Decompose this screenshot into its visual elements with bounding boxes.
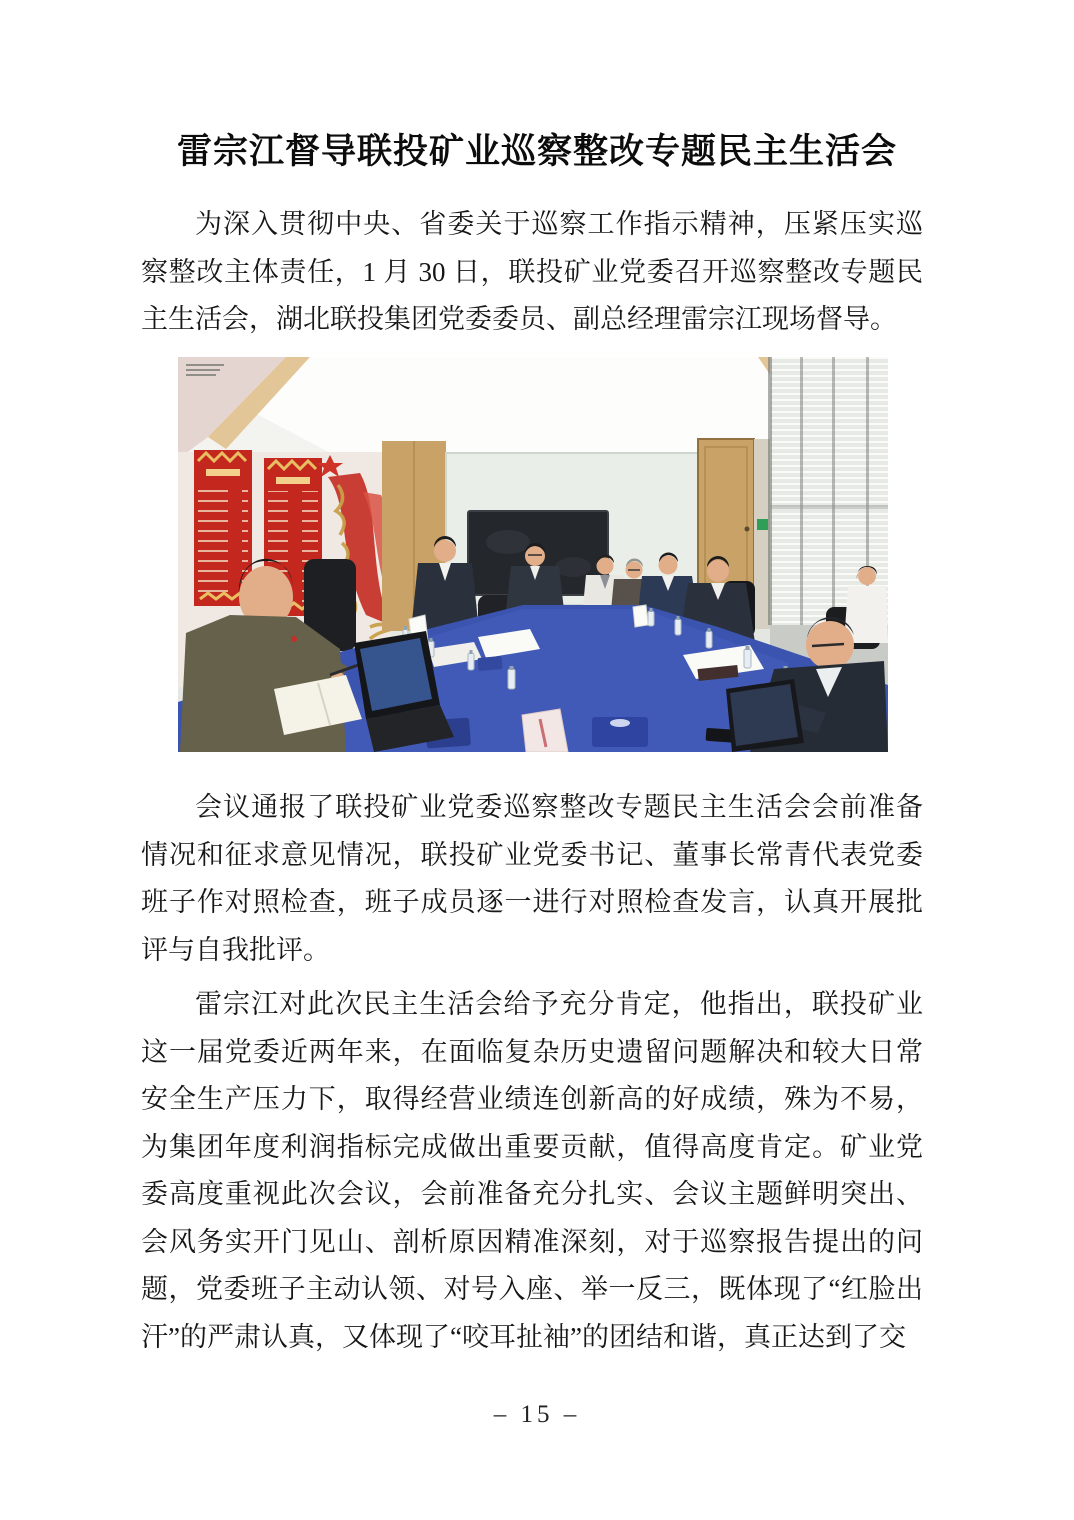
door-handle	[745, 527, 750, 532]
meeting-photo-illustration	[178, 357, 888, 752]
name-card-foreground	[522, 709, 568, 752]
page-number: – 15 –	[493, 1401, 581, 1428]
wall-strip	[754, 439, 770, 629]
party-badge	[291, 636, 297, 642]
document-title: 雷宗江督导联投矿业巡察整改专题民主生活会	[176, 132, 897, 171]
paragraph-intro: 为深入贯彻中央、省委关于巡察工作指示精神，压紧压实巡察整改主体责任，1 月 30 日，联投矿业党委召开巡察整改专题民主生活会，湖北联投集团党委委员、副总经理雷宗江现场督导。	[141, 209, 923, 334]
laptop-right	[726, 679, 804, 752]
exit-sign	[757, 519, 768, 530]
paragraph-leizongjiang-remarks: 雷宗江对此次民主生活会给予充分肯定，他指出，联投矿业这一届党委近两年来，在面临复杂历史遗留问题解决和较大日常安全生产压力下，取得经营业绩连创新高的好成绩，殊为不易，为集团年度利润指标完成做出重要贡献，值得高度肯定。矿业党委高度重视此次会议，会前准备充分扎实、会议主题鲜明突出、会风务实开门见山、剖析原因精准深刻，对于巡察报告提出的问题，党委班子主动认领、对号入座、举一反三，既体现了“红脸出汗”的严肃认真，又体现了“咬耳扯袖”的团结和谐，真正达到了交	[141, 989, 923, 1352]
paragraph-meeting-report: 会议通报了联投矿业党委巡察整改专题民主生活会会前准备情况和征求意见情况，联投矿业党委书记、董事长常青代表党委班子作对照检查，班子成员逐一进行对照检查发言，认真开展批评与自我批评。	[141, 792, 923, 965]
meeting-photo	[178, 357, 888, 752]
